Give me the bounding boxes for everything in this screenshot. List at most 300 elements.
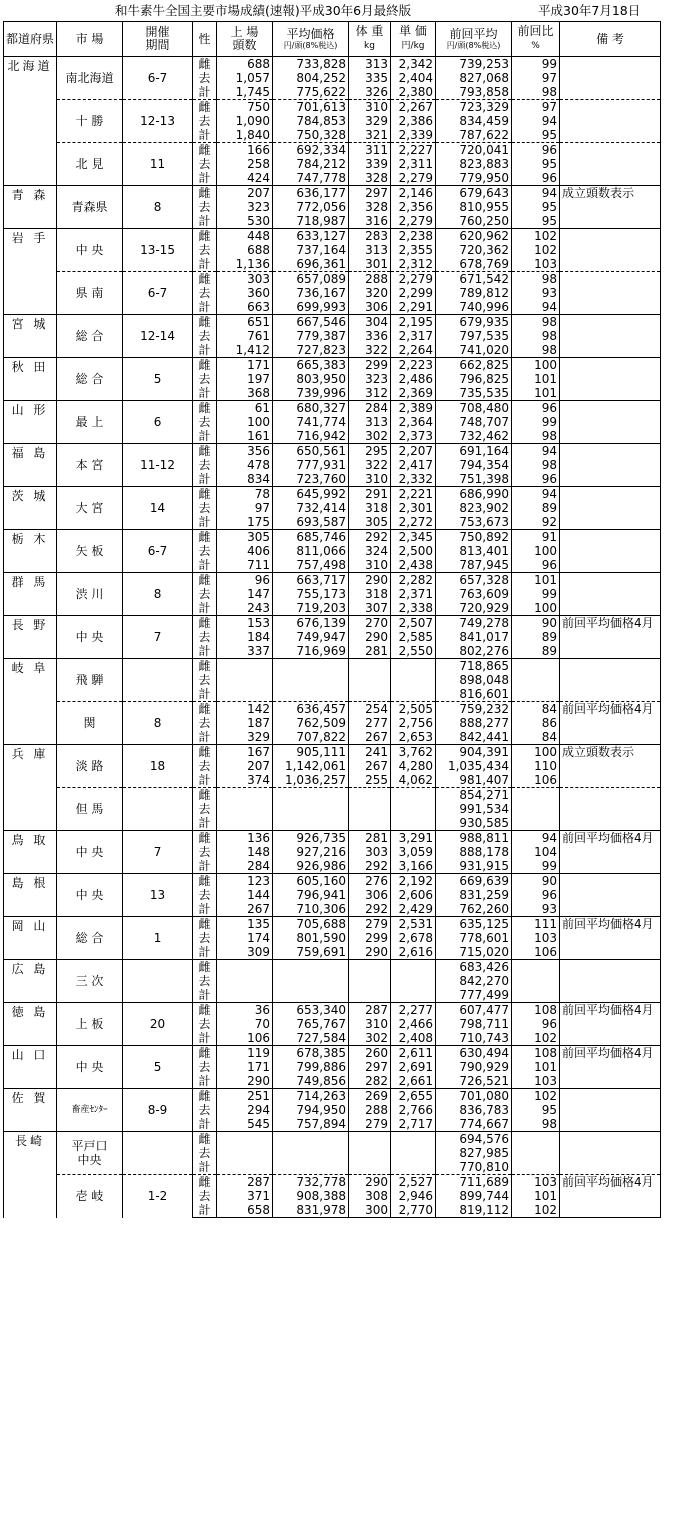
- prefecture-cell: 青 森: [4, 186, 57, 229]
- weight-cell: 328: [349, 171, 391, 186]
- ratio-cell: 102: [512, 1089, 560, 1104]
- period-cell: 6-7: [123, 530, 193, 573]
- unit-price-cell: 2,355: [391, 243, 436, 257]
- prev-avg-cell: 662,825: [436, 358, 512, 373]
- avg-price-cell: 733,828: [273, 57, 349, 72]
- head-count-cell: 1,840: [217, 128, 273, 143]
- notes-cell: [560, 587, 661, 601]
- period-cell: 1-2: [123, 1175, 193, 1218]
- avg-price-cell: 719,203: [273, 601, 349, 616]
- notes-cell: 前回平均価格4月: [560, 702, 661, 717]
- head-count-cell: 309: [217, 945, 273, 960]
- unit-price-cell: 2,429: [391, 902, 436, 917]
- avg-price-cell: [273, 1132, 349, 1147]
- prefecture-cell: 徳 島: [4, 1003, 57, 1046]
- weight-cell: 318: [349, 587, 391, 601]
- prefecture-cell: 佐 賀: [4, 1089, 57, 1132]
- weight-cell: 297: [349, 1060, 391, 1074]
- ratio-cell: 98: [512, 458, 560, 472]
- sex-cell: 計: [193, 128, 217, 143]
- prev-avg-cell: 787,622: [436, 128, 512, 143]
- unit-price-cell: 2,279: [391, 272, 436, 287]
- ratio-cell: 96: [512, 1017, 560, 1031]
- head-count-cell: 303: [217, 272, 273, 287]
- sex-cell: 雌: [193, 831, 217, 846]
- avg-price-cell: 750,328: [273, 128, 349, 143]
- ratio-cell: 89: [512, 644, 560, 659]
- market-cell: [57, 444, 123, 487]
- weight-cell: 241: [349, 745, 391, 760]
- notes-cell: [560, 1132, 661, 1147]
- ratio-cell: 103: [512, 1074, 560, 1089]
- prev-avg-cell: 797,535: [436, 329, 512, 343]
- sex-cell: 雌: [193, 1046, 217, 1061]
- head-count-cell: [217, 816, 273, 831]
- weight-cell: 267: [349, 730, 391, 745]
- ratio-cell: 102: [512, 1031, 560, 1046]
- sex-cell: 計: [193, 343, 217, 358]
- avg-price-cell: 926,986: [273, 859, 349, 874]
- unit-price-cell: 2,585: [391, 630, 436, 644]
- header-head: 上 場 頭数: [217, 22, 273, 57]
- avg-price-cell: 685,746: [273, 530, 349, 545]
- sex-cell: 雌: [193, 616, 217, 631]
- prev-avg-cell: 790,929: [436, 1060, 512, 1074]
- ratio-cell: 94: [512, 831, 560, 846]
- avg-price-cell: 723,760: [273, 472, 349, 487]
- unit-price-cell: 2,946: [391, 1189, 436, 1203]
- weight-cell: 322: [349, 458, 391, 472]
- weight-cell: 290: [349, 630, 391, 644]
- weight-cell: 302: [349, 429, 391, 444]
- notes-cell: [560, 974, 661, 988]
- prev-avg-cell: 787,945: [436, 558, 512, 573]
- sex-cell: 去: [193, 114, 217, 128]
- head-count-cell: 688: [217, 243, 273, 257]
- avg-price-cell: 737,164: [273, 243, 349, 257]
- unit-price-cell: 2,345: [391, 530, 436, 545]
- weight-cell: 292: [349, 902, 391, 917]
- market-cell: [57, 659, 123, 702]
- avg-price-cell: 759,691: [273, 945, 349, 960]
- ratio-cell: [512, 974, 560, 988]
- header-period: 開催 期間: [123, 22, 193, 57]
- weight-cell: 306: [349, 888, 391, 902]
- sex-cell: 雌: [193, 487, 217, 502]
- table-row: [4, 659, 661, 674]
- weight-cell: 279: [349, 917, 391, 932]
- period-cell: 11: [123, 143, 193, 186]
- table-row: [4, 1132, 661, 1147]
- notes-cell: [560, 716, 661, 730]
- ratio-cell: 89: [512, 501, 560, 515]
- unit-price-cell: 2,227: [391, 143, 436, 158]
- weight-cell: 318: [349, 501, 391, 515]
- weight-cell: 267: [349, 759, 391, 773]
- market-name: 中 央: [75, 845, 104, 859]
- head-count-cell: 119: [217, 1046, 273, 1061]
- prev-avg-cell: 726,521: [436, 1074, 512, 1089]
- unit-price-cell: [391, 960, 436, 975]
- ratio-cell: 96: [512, 558, 560, 573]
- prev-avg-cell: 899,744: [436, 1189, 512, 1203]
- unit-price-cell: 2,192: [391, 874, 436, 889]
- avg-price-cell: 772,056: [273, 200, 349, 214]
- ratio-cell: 104: [512, 845, 560, 859]
- avg-price-cell: 710,306: [273, 902, 349, 917]
- weight-cell: 323: [349, 372, 391, 386]
- market-name: 中 央: [75, 1060, 104, 1074]
- market-cell: [57, 788, 123, 831]
- sex-cell: 雌: [193, 315, 217, 330]
- period-cell: 13-15: [123, 229, 193, 272]
- head-count-cell: [217, 788, 273, 803]
- market-cell: [57, 573, 123, 616]
- unit-price-cell: 2,486: [391, 372, 436, 386]
- head-count-cell: 251: [217, 1089, 273, 1104]
- sex-cell: 去: [193, 372, 217, 386]
- notes-cell: [560, 558, 661, 573]
- avg-price-cell: 905,111: [273, 745, 349, 760]
- notes-cell: [560, 501, 661, 515]
- unit-price-cell: 2,550: [391, 644, 436, 659]
- prev-avg-cell: 827,068: [436, 71, 512, 85]
- notes-cell: [560, 57, 661, 72]
- prev-avg-cell: 834,459: [436, 114, 512, 128]
- unit-price-cell: [391, 1160, 436, 1175]
- head-count-cell: 750: [217, 100, 273, 115]
- prev-avg-cell: 777,499: [436, 988, 512, 1003]
- avg-price-cell: 716,969: [273, 644, 349, 659]
- head-count-cell: 290: [217, 1074, 273, 1089]
- head-count-cell: 360: [217, 286, 273, 300]
- ratio-cell: 96: [512, 401, 560, 416]
- period-cell: 6-7: [123, 272, 193, 315]
- sex-cell: 計: [193, 730, 217, 745]
- avg-price-cell: [273, 659, 349, 674]
- prev-avg-cell: 813,401: [436, 544, 512, 558]
- prev-avg-cell: 735,535: [436, 386, 512, 401]
- weight-cell: [349, 802, 391, 816]
- unit-price-cell: 2,317: [391, 329, 436, 343]
- avg-price-cell: [273, 974, 349, 988]
- prev-avg-cell: 981,407: [436, 773, 512, 788]
- ratio-cell: 102: [512, 229, 560, 244]
- sex-cell: 雌: [193, 272, 217, 287]
- avg-price-cell: 645,992: [273, 487, 349, 502]
- ratio-cell: [512, 1132, 560, 1147]
- prev-avg-cell: 798,711: [436, 1017, 512, 1031]
- unit-price-cell: 2,505: [391, 702, 436, 717]
- sex-cell: 去: [193, 673, 217, 687]
- market-name: 南北海道: [65, 71, 114, 85]
- notes-cell: [560, 272, 661, 287]
- avg-price-cell: 765,767: [273, 1017, 349, 1031]
- notes-cell: [560, 386, 661, 401]
- avg-price-cell: 741,774: [273, 415, 349, 429]
- unit-price-cell: 2,282: [391, 573, 436, 588]
- table-row: [4, 229, 661, 244]
- ratio-cell: 94: [512, 444, 560, 459]
- avg-price-cell: [273, 1146, 349, 1160]
- weight-cell: 310: [349, 558, 391, 573]
- sex-cell: 去: [193, 1103, 217, 1117]
- table-row: [4, 616, 661, 631]
- notes-cell: [560, 759, 661, 773]
- weight-cell: 321: [349, 128, 391, 143]
- weight-cell: 292: [349, 859, 391, 874]
- market-name: 畜産ｾﾝﾀｰ: [71, 1105, 108, 1115]
- notes-cell: [560, 128, 661, 143]
- table-row: [4, 487, 661, 502]
- head-count-cell: 294: [217, 1103, 273, 1117]
- prefecture-cell: 茨 城: [4, 487, 57, 530]
- sex-cell: 雌: [193, 917, 217, 932]
- prev-avg-cell: 888,178: [436, 845, 512, 859]
- unit-price-cell: 2,507: [391, 616, 436, 631]
- prev-avg-cell: 683,426: [436, 960, 512, 975]
- avg-price-cell: 716,942: [273, 429, 349, 444]
- table-row: [4, 917, 661, 932]
- prefecture-cell: 岡 山: [4, 917, 57, 960]
- period-cell: 5: [123, 358, 193, 401]
- market-cell: [57, 917, 123, 960]
- sex-cell: 去: [193, 1189, 217, 1203]
- sex-cell: 去: [193, 415, 217, 429]
- period-cell: 8: [123, 573, 193, 616]
- prev-avg-cell: 778,601: [436, 931, 512, 945]
- weight-cell: 322: [349, 343, 391, 358]
- ratio-cell: 92: [512, 515, 560, 530]
- unit-price-cell: 2,661: [391, 1074, 436, 1089]
- ratio-cell: 91: [512, 530, 560, 545]
- period-cell: 8: [123, 702, 193, 745]
- sex-cell: 去: [193, 1017, 217, 1031]
- prev-avg-cell: 904,391: [436, 745, 512, 760]
- ratio-cell: 101: [512, 573, 560, 588]
- head-count-cell: 374: [217, 773, 273, 788]
- notes-cell: [560, 401, 661, 416]
- period-cell: 6: [123, 401, 193, 444]
- market-name: 十 勝: [75, 114, 104, 128]
- ratio-cell: 96: [512, 472, 560, 487]
- prev-avg-cell: 827,985: [436, 1146, 512, 1160]
- weight-cell: [349, 687, 391, 702]
- notes-cell: [560, 472, 661, 487]
- ratio-cell: [512, 687, 560, 702]
- sex-cell: 計: [193, 859, 217, 874]
- weight-cell: 255: [349, 773, 391, 788]
- prev-avg-cell: 701,080: [436, 1089, 512, 1104]
- head-count-cell: 1,057: [217, 71, 273, 85]
- weight-cell: 303: [349, 845, 391, 859]
- weight-cell: 291: [349, 487, 391, 502]
- unit-price-cell: 2,264: [391, 343, 436, 358]
- sex-cell: 去: [193, 200, 217, 214]
- head-count-cell: 147: [217, 587, 273, 601]
- market-name: 三 次: [75, 974, 104, 988]
- unit-price-cell: 2,312: [391, 257, 436, 272]
- avg-price-cell: 667,546: [273, 315, 349, 330]
- notes-cell: [560, 429, 661, 444]
- period-cell: 8: [123, 186, 193, 229]
- notes-cell: [560, 788, 661, 803]
- weight-cell: 288: [349, 1103, 391, 1117]
- head-count-cell: 136: [217, 831, 273, 846]
- prev-avg-cell: 841,017: [436, 630, 512, 644]
- notes-cell: [560, 1203, 661, 1218]
- table-row: [4, 272, 661, 287]
- avg-price-cell: [273, 960, 349, 975]
- market-cell: [57, 358, 123, 401]
- prev-avg-cell: 748,707: [436, 415, 512, 429]
- prev-avg-cell: 723,329: [436, 100, 512, 115]
- sex-cell: 計: [193, 601, 217, 616]
- unit-price-cell: 2,207: [391, 444, 436, 459]
- market-name-line2: 中央: [77, 1153, 102, 1167]
- table-row: [4, 788, 661, 803]
- ratio-cell: 93: [512, 286, 560, 300]
- unit-price-cell: 2,338: [391, 601, 436, 616]
- table-row: [4, 1046, 661, 1061]
- sex-cell: 計: [193, 1074, 217, 1089]
- notes-cell: [560, 315, 661, 330]
- prev-avg-cell: 842,441: [436, 730, 512, 745]
- prev-avg-cell: 708,480: [436, 401, 512, 416]
- notes-cell: [560, 1074, 661, 1089]
- sex-cell: 計: [193, 558, 217, 573]
- weight-cell: 307: [349, 601, 391, 616]
- avg-price-cell: 747,778: [273, 171, 349, 186]
- prev-avg-cell: 710,743: [436, 1031, 512, 1046]
- market-name: 矢 板: [75, 544, 104, 558]
- ratio-cell: [512, 816, 560, 831]
- head-count-cell: 207: [217, 186, 273, 201]
- ratio-cell: 98: [512, 272, 560, 287]
- head-count-cell: 1,136: [217, 257, 273, 272]
- notes-cell: [560, 1117, 661, 1132]
- sex-cell: 雌: [193, 702, 217, 717]
- ratio-cell: 99: [512, 57, 560, 72]
- head-count-cell: 142: [217, 702, 273, 717]
- avg-price-cell: 707,822: [273, 730, 349, 745]
- period-cell: 7: [123, 616, 193, 659]
- market-cell: [57, 57, 123, 100]
- ratio-cell: 96: [512, 143, 560, 158]
- head-count-cell: 174: [217, 931, 273, 945]
- avg-price-cell: 804,252: [273, 71, 349, 85]
- avg-price-cell: 739,996: [273, 386, 349, 401]
- avg-price-cell: 605,160: [273, 874, 349, 889]
- avg-price-cell: 636,177: [273, 186, 349, 201]
- prev-avg-cell: 620,962: [436, 229, 512, 244]
- avg-price-cell: 775,622: [273, 85, 349, 100]
- notes-cell: [560, 171, 661, 186]
- prev-avg-cell: 671,542: [436, 272, 512, 287]
- market-cell: [57, 960, 123, 1003]
- head-count-cell: 337: [217, 644, 273, 659]
- ratio-cell: 103: [512, 931, 560, 945]
- unit-price-cell: 2,146: [391, 186, 436, 201]
- header-ratio: 前回比 %: [512, 22, 560, 57]
- sex-cell: 雌: [193, 186, 217, 201]
- weight-cell: 277: [349, 716, 391, 730]
- prev-avg-cell: 816,601: [436, 687, 512, 702]
- header-notes: 備 考: [560, 22, 661, 57]
- table-row: [4, 57, 661, 72]
- prev-avg-cell: 635,125: [436, 917, 512, 932]
- unit-price-cell: 2,339: [391, 128, 436, 143]
- notes-cell: [560, 630, 661, 644]
- notes-cell: [560, 1146, 661, 1160]
- notes-cell: [560, 358, 661, 373]
- unit-price-cell: 2,380: [391, 85, 436, 100]
- weight-cell: 290: [349, 573, 391, 588]
- market-name: 中 央: [75, 630, 104, 644]
- notes-cell: [560, 229, 661, 244]
- prev-avg-cell: 715,020: [436, 945, 512, 960]
- avg-price-cell: 831,978: [273, 1203, 349, 1218]
- prefecture-cell: 福 島: [4, 444, 57, 487]
- report-date: 平成30年7月18日: [538, 3, 641, 18]
- weight-cell: 279: [349, 1117, 391, 1132]
- sex-cell: 計: [193, 1203, 217, 1218]
- avg-price-cell: 714,263: [273, 1089, 349, 1104]
- avg-price-cell: 757,894: [273, 1117, 349, 1132]
- weight-cell: 313: [349, 415, 391, 429]
- header-pref: 都道府県: [4, 22, 57, 57]
- notes-cell: [560, 945, 661, 960]
- period-cell: 1: [123, 917, 193, 960]
- unit-price-cell: 2,655: [391, 1089, 436, 1104]
- head-count-cell: 658: [217, 1203, 273, 1218]
- avg-price-cell: [273, 988, 349, 1003]
- avg-price-cell: 794,950: [273, 1103, 349, 1117]
- ratio-cell: 101: [512, 1189, 560, 1203]
- sex-cell: 計: [193, 515, 217, 530]
- sex-cell: 計: [193, 644, 217, 659]
- ratio-cell: 99: [512, 587, 560, 601]
- weight-cell: 295: [349, 444, 391, 459]
- table-row: [4, 100, 661, 115]
- unit-price-cell: 2,221: [391, 487, 436, 502]
- sex-cell: 雌: [193, 1132, 217, 1147]
- prefecture-cell: 群 馬: [4, 573, 57, 616]
- head-count-cell: 329: [217, 730, 273, 745]
- header-row: [4, 22, 661, 57]
- prev-avg-cell: 686,990: [436, 487, 512, 502]
- report-title: 和牛素牛全国主要市場成績(速報)平成30年6月最終版: [115, 3, 412, 18]
- ratio-cell: 93: [512, 902, 560, 917]
- sex-cell: 去: [193, 1060, 217, 1074]
- period-cell: 20: [123, 1003, 193, 1046]
- market-cell: [57, 315, 123, 358]
- sex-cell: 雌: [193, 444, 217, 459]
- prev-avg-cell: 794,354: [436, 458, 512, 472]
- sex-cell: 計: [193, 687, 217, 702]
- market-name: 総 合: [75, 931, 104, 945]
- unit-price-cell: 2,386: [391, 114, 436, 128]
- sex-cell: 去: [193, 501, 217, 515]
- prev-avg-cell: 988,811: [436, 831, 512, 846]
- prev-avg-cell: 796,825: [436, 372, 512, 386]
- weight-cell: [349, 1160, 391, 1175]
- sex-cell: 去: [193, 845, 217, 859]
- notes-cell: [560, 1089, 661, 1104]
- notes-cell: 成立頭数表示: [560, 745, 661, 760]
- unit-price-cell: [391, 659, 436, 674]
- sex-cell: 去: [193, 157, 217, 171]
